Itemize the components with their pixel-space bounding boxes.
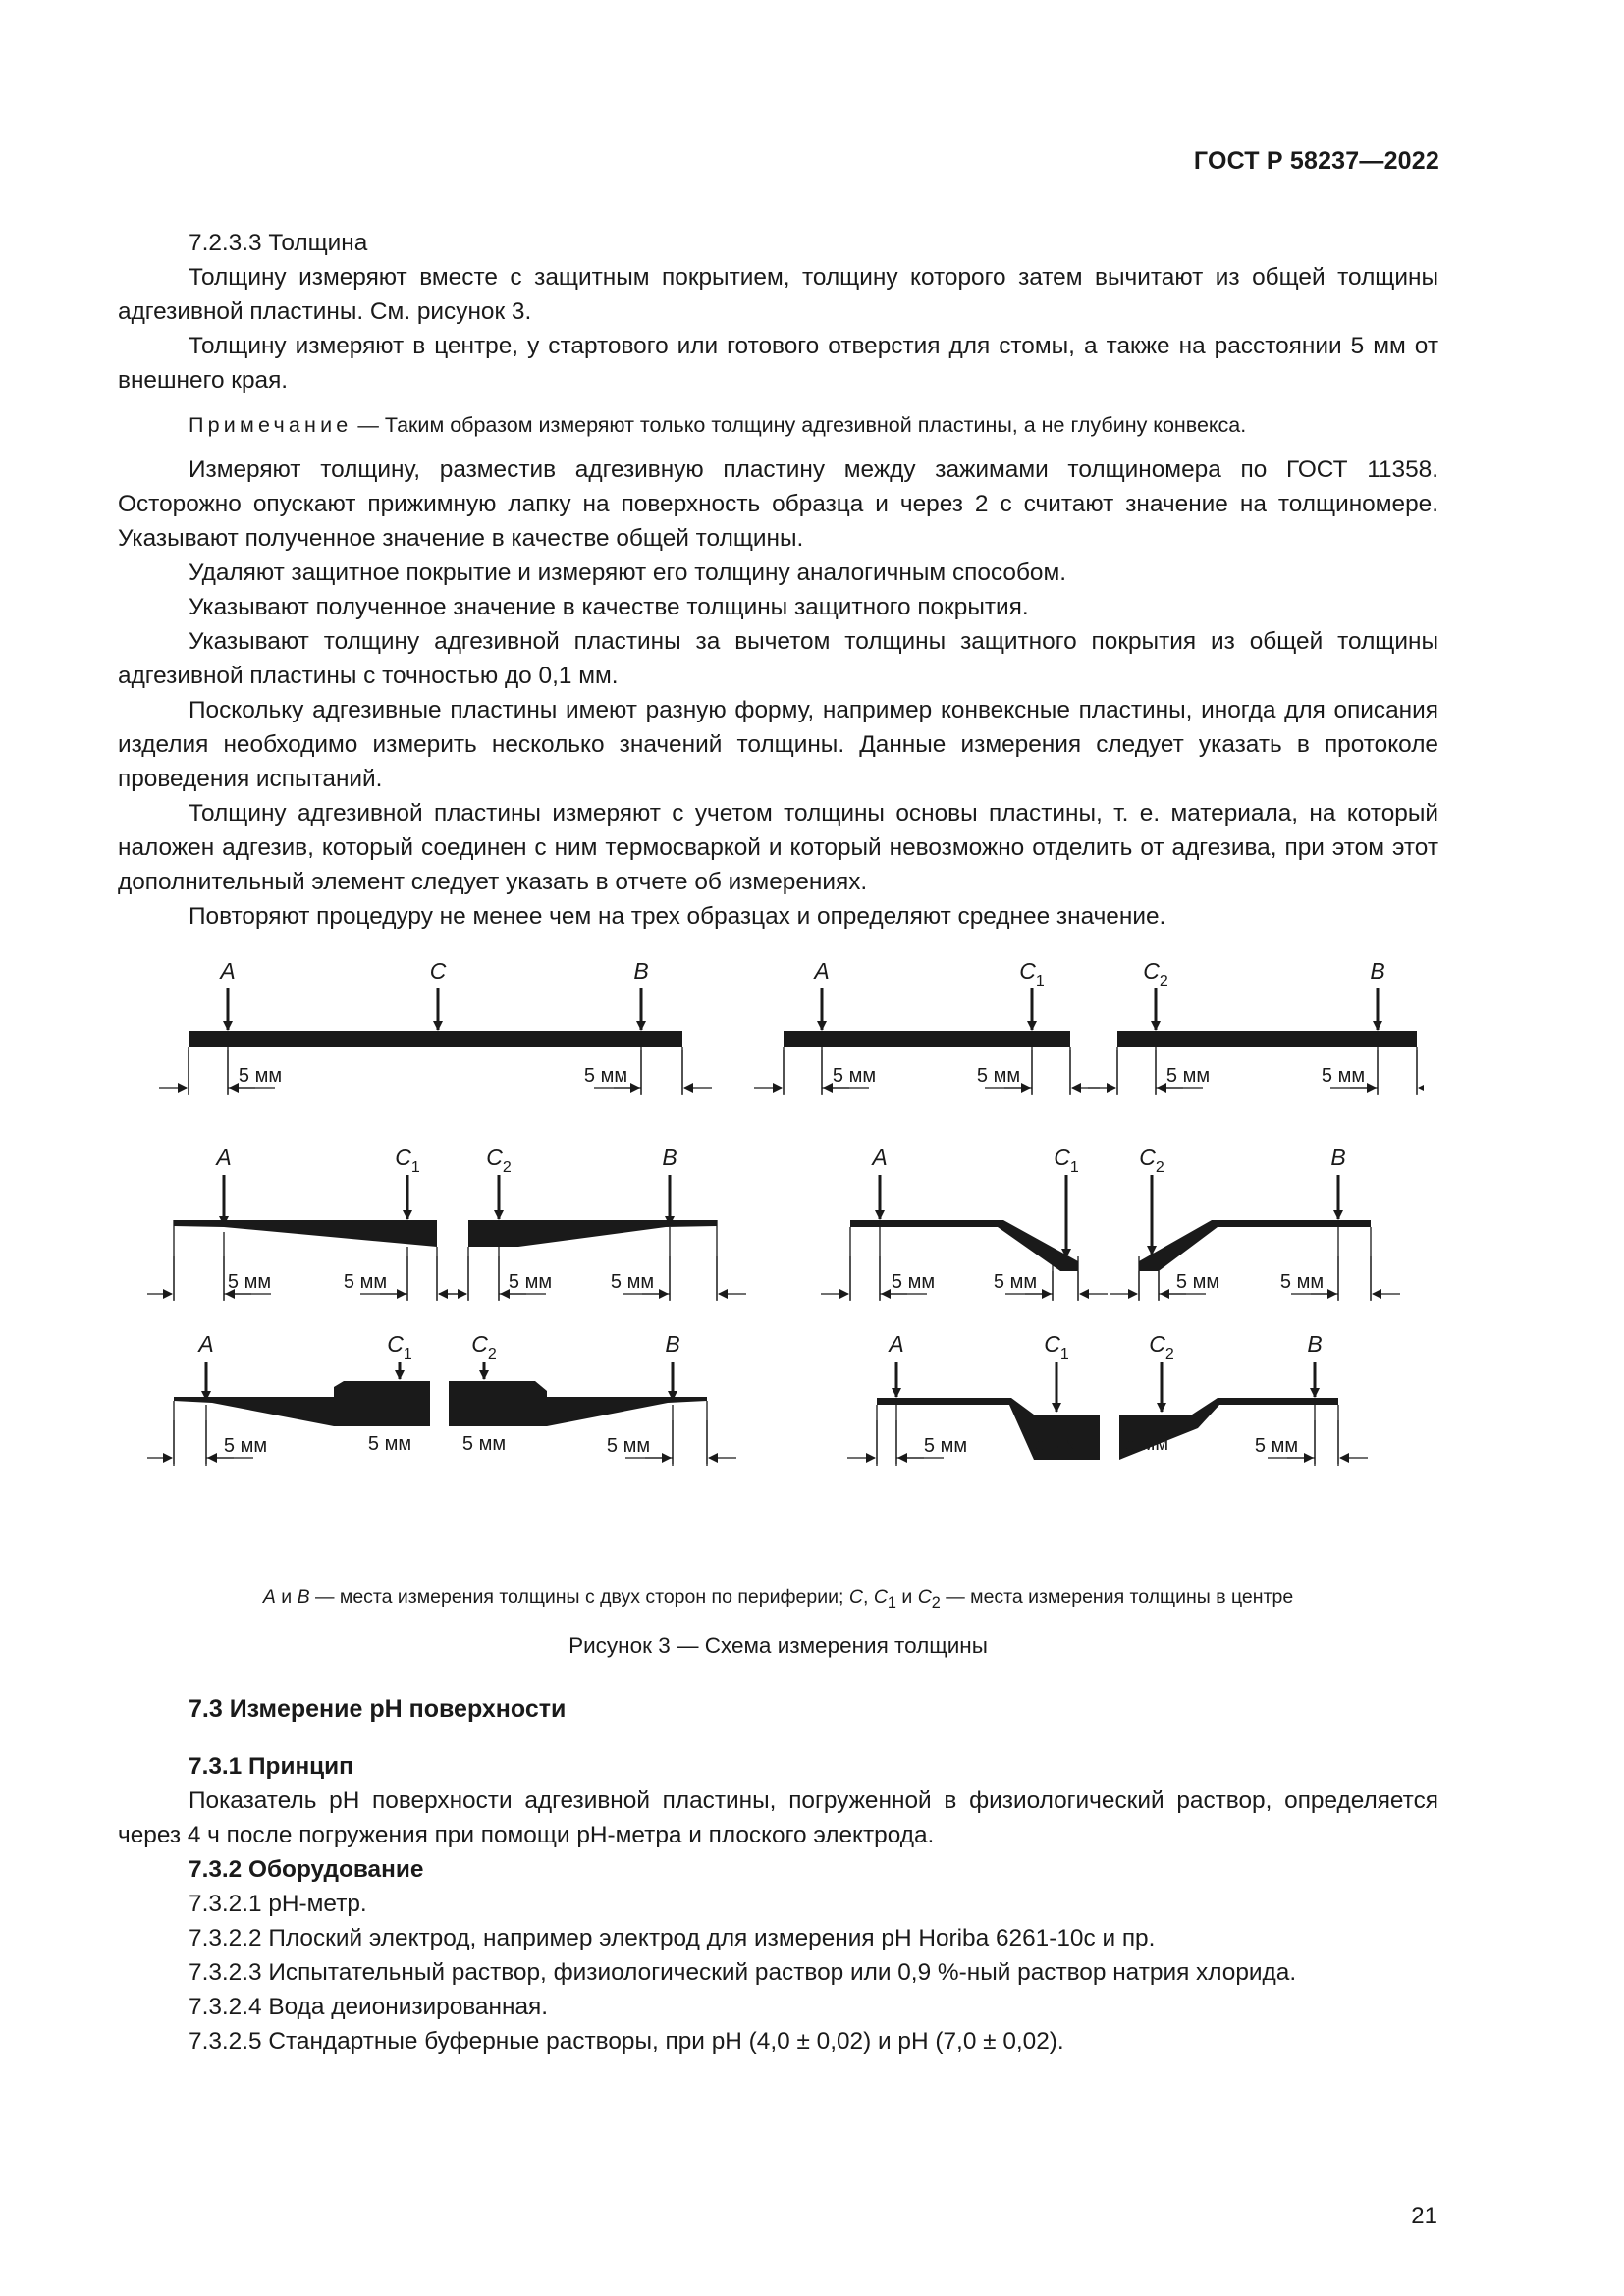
flat-plate — [189, 1031, 682, 1047]
rim-plate — [449, 1381, 707, 1426]
point-label-sub: 1 — [403, 1346, 412, 1362]
point-label: $C_2$ — [1149, 1331, 1174, 1362]
point-label-sub: 1 — [1059, 1346, 1069, 1362]
point-label-sub: 1 — [1069, 1159, 1079, 1176]
dimension-label: 5 мм — [583, 1065, 628, 1087]
point-label: B — [1330, 1145, 1346, 1170]
point-label-sub: 2 — [1155, 1159, 1164, 1176]
point-label: B — [1370, 958, 1385, 984]
document-id: ГОСТ Р 58237—2022 — [1193, 147, 1439, 175]
point-label-sub: 2 — [1159, 973, 1168, 989]
dimension-label: 5 мм — [1175, 1271, 1220, 1293]
list-item: 7.3.2.2 Плоский электрод, например электрод для измерения pH Horiba 6261-10c и пр. — [189, 1925, 1156, 1951]
dimension-label: 5 мм — [832, 1065, 877, 1087]
point-label: B — [662, 1145, 677, 1170]
paragraph: Толщину измеряют в центре, у стартового или готового отверстия для стомы, а также на расстоянии 5 мм от внешнего края. — [118, 333, 1438, 394]
point-label: A — [216, 1145, 232, 1170]
page-number: 21 — [1411, 2203, 1437, 2229]
point-label: $C_1$ — [387, 1331, 412, 1362]
point-label-sub: 2 — [487, 1346, 497, 1362]
point-label: $C_1$ — [1054, 1145, 1079, 1176]
section-7-2-3-3 — [118, 226, 1438, 934]
dimension-label: 5 мм — [1165, 1065, 1211, 1087]
point-label-sub: 2 — [1164, 1346, 1174, 1362]
figure-3-drawing — [147, 947, 1424, 1571]
paragraph: Измеряют толщину, разместив адгезивную пластину между зажимами толщиномера по ГОСТ 11358. Осторожно опускают прижимную лапку на поверхность образца и через 2 с считают значение на толщиномере. Указывают полученное значение в качестве общей толщины. — [118, 456, 1438, 552]
rim-plate — [174, 1381, 430, 1426]
point-label: $C_1$ — [1019, 958, 1045, 989]
dimension-label: 5 мм — [1254, 1435, 1299, 1457]
dimension-label: 5 мм — [606, 1435, 651, 1457]
dimension-label: 5 мм — [1124, 1433, 1169, 1455]
dimension-label: 5 мм — [891, 1271, 936, 1293]
dimension-label: 5 мм — [343, 1271, 388, 1293]
list-item: 7.3.2.5 Стандартные буферные растворы, при pH (4,0 ± 0,02) и pH (7,0 ± 0,02). — [189, 2028, 1064, 2055]
point-label-sub: 1 — [410, 1159, 420, 1176]
dimension-label: 5 мм — [976, 1065, 1021, 1087]
convex-plate — [1139, 1220, 1371, 1271]
point-label: B — [665, 1331, 680, 1357]
paragraph: Удаляют защитное покрытие и измеряют его толщину аналогичным способом. — [189, 560, 1067, 586]
point-label: $C_1$ — [395, 1145, 420, 1176]
paragraph: Толщину адгезивной пластины измеряют с учетом толщины основы пластины, т. е. материала, на который наложен адгезив, который соединен с ним термосваркой и который невозможно отделить от адгезива, при этом этот дополнительный элемент следует указать в отчете об измерениях. — [118, 800, 1438, 895]
paragraph: Толщину измеряют вместе с защитным покрытием, толщину которого затем вычитают из общей толщины адгезивной пластины. См. рисунок 3. — [118, 264, 1438, 325]
tapered-plate — [174, 1220, 437, 1247]
point-label: $C_2$ — [1139, 1145, 1164, 1176]
legend-text: и — [275, 1586, 298, 1608]
dimension-label: 5 мм — [223, 1435, 268, 1457]
legend-c2: C — [917, 1586, 932, 1608]
point-label-sub: 1 — [1035, 973, 1045, 989]
paragraph: Поскольку адгезивные пластины имеют разную форму, например конвексные пластины, иногда для описания изделия необходимо измерить несколько значений толщины. Данные измерения следует указать в протоколе проведения испытаний. — [118, 697, 1438, 792]
point-label: B — [1307, 1331, 1323, 1357]
list-item: 7.3.2.1 pH-метр. — [189, 1891, 367, 1917]
point-label: A — [220, 958, 236, 984]
point-label: B — [633, 958, 649, 984]
list-item: 7.3.2.3 Испытательный раствор, физиологический раствор или 0,9 %-ный раствор натрия хлорида. — [189, 1959, 1297, 1986]
point-label: A — [889, 1331, 904, 1357]
legend-text: — места измерения толщины с двух сторон по периферии; — [309, 1586, 849, 1608]
point-label: $C_2$ — [471, 1331, 497, 1362]
section-heading: 7.3 Измерение pH поверхности — [189, 1695, 567, 1723]
point-label: $C_2$ — [1143, 958, 1168, 989]
paragraph: Указывают толщину адгезивной пластины за вычетом толщины защитного покрытия из общей толщины адгезивной пластины с точностью до 0,1 мм. — [118, 628, 1438, 689]
subsection-heading: 7.2.3.3 Толщина — [189, 230, 368, 256]
legend-c1: C — [873, 1586, 888, 1608]
dimension-label: 5 мм — [610, 1271, 655, 1293]
figure-caption: Рисунок 3 — Схема измерения толщины — [568, 1633, 988, 1658]
point-label: C — [429, 958, 447, 984]
dimension-label: 5 мм — [238, 1065, 283, 1087]
paragraph: Указывают полученное значение в качестве толщины защитного покрытия. — [189, 594, 1029, 620]
flat-plate — [784, 1031, 1070, 1047]
subsection-heading: 7.3.2 Оборудование — [189, 1856, 424, 1883]
legend-b: B — [297, 1586, 310, 1608]
point-label-sub: 2 — [502, 1159, 512, 1176]
point-label: $C_1$ — [1044, 1331, 1069, 1362]
legend-a: A — [262, 1586, 276, 1608]
convex-plate — [850, 1220, 1078, 1271]
point-label: $C_2$ — [486, 1145, 512, 1176]
dimension-label: 5 мм — [1034, 1433, 1079, 1455]
subsection-heading: 7.3.1 Принцип — [189, 1753, 353, 1780]
legend-c1-sub: 1 — [887, 1593, 896, 1612]
point-label: A — [198, 1331, 214, 1357]
legend-c: C — [848, 1586, 863, 1608]
legend-text: и — [895, 1586, 918, 1608]
paragraph: Показатель pH поверхности адгезивной пластины, погруженной в физиологический раствор, определяется через 4 ч после погружения при помощи pH-метра и плоского электрода. — [118, 1788, 1438, 1848]
point-label: A — [814, 958, 830, 984]
dimension-label: 5 мм — [993, 1271, 1038, 1293]
dimension-label: 5 мм — [508, 1271, 553, 1293]
dimension-label: 5 мм — [227, 1271, 272, 1293]
section-7-3 — [118, 1692, 1438, 2058]
paragraph: Повторяют процедуру не менее чем на трех образцах и определяют среднее значение. — [189, 903, 1166, 930]
list-item: 7.3.2.4 Вода деионизированная. — [189, 1994, 548, 2020]
note — [118, 406, 1438, 444]
dimension-label: 5 мм — [367, 1433, 412, 1455]
dimension-label: 5 мм — [1321, 1065, 1366, 1087]
figure-legend — [118, 1586, 1438, 1613]
point-label: A — [872, 1145, 888, 1170]
flat-plate — [1117, 1031, 1417, 1047]
legend-text: , — [862, 1586, 874, 1608]
dimension-label: 5 мм — [1279, 1271, 1325, 1293]
legend-c2-sub: 2 — [931, 1593, 941, 1612]
tapered-plate — [468, 1220, 717, 1247]
figure-3-thickness-scheme — [147, 947, 1424, 1571]
note-text: — Таким образом измеряют только толщину адгезивной пластины, а не глубину конвекса. — [352, 413, 1247, 437]
note-label: Примечание — [189, 413, 352, 437]
legend-text: — места измерения толщины в центре — [940, 1586, 1294, 1608]
dimension-label: 5 мм — [923, 1435, 968, 1457]
dimension-label: 5 мм — [461, 1433, 507, 1455]
